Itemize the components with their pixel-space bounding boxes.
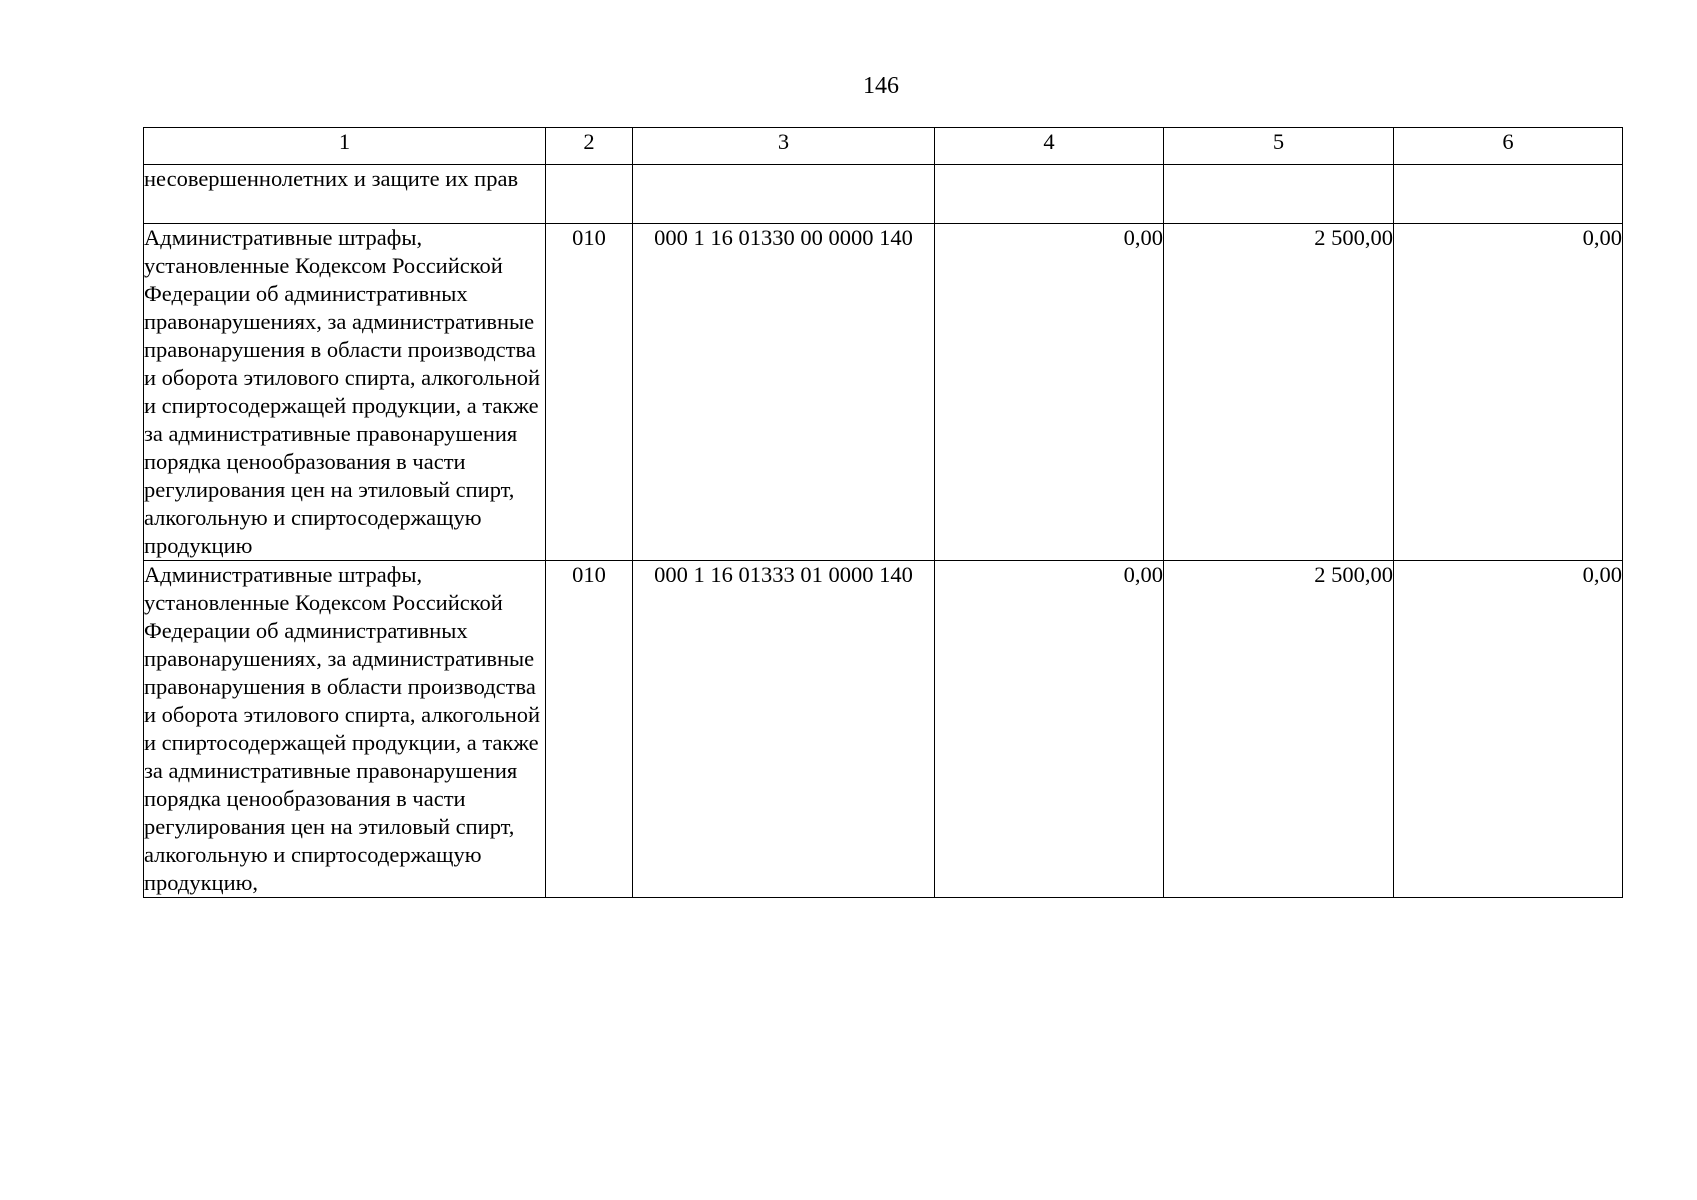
revenue-table <box>143 127 1623 898</box>
table-row <box>144 561 1623 898</box>
row-description: Административные штрафы, установленные Кодексом Российской Федерации об административных правонарушениях, за административные правонарушения в области производства и оборота этилового спирта, алкогольной и спиртосодержащей продукции, а также за административные правонарушения порядка ценообразования в части регулирования цен на этиловый спирт, алкогольную и спиртосодержащую продукцию, <box>144 561 546 898</box>
row-value-5: 2 500,00 <box>1164 224 1394 561</box>
row-code-3 <box>633 165 935 224</box>
row-code-3: 000 1 16 01330 00 0000 140 <box>633 224 935 561</box>
column-header-2: 2 <box>546 128 633 165</box>
column-header-3: 3 <box>633 128 935 165</box>
row-code-2 <box>546 165 633 224</box>
row-code-2: 010 <box>546 561 633 898</box>
row-value-4: 0,00 <box>935 224 1164 561</box>
page-number: 146 <box>863 73 899 99</box>
row-code-3: 000 1 16 01333 01 0000 140 <box>633 561 935 898</box>
row-value-5 <box>1164 165 1394 224</box>
column-header-4: 4 <box>935 128 1164 165</box>
column-header-6: 6 <box>1394 128 1623 165</box>
row-value-4: 0,00 <box>935 561 1164 898</box>
row-description: Административные штрафы, установленные Кодексом Российской Федерации об административных правонарушениях, за административные правонарушения в области производства и оборота этилового спирта, алкогольной и спиртосодержащей продукции, а также за административные правонарушения порядка ценообразования в части регулирования цен на этиловый спирт, алкогольную и спиртосодержащую продукцию <box>144 224 546 561</box>
row-code-2: 010 <box>546 224 633 561</box>
row-value-6: 0,00 <box>1394 561 1623 898</box>
column-header-5: 5 <box>1164 128 1394 165</box>
column-header-1: 1 <box>144 128 546 165</box>
row-description: несовершеннолетних и защите их прав <box>144 165 546 224</box>
row-value-6 <box>1394 165 1623 224</box>
table-row-continuation <box>144 165 1623 224</box>
table-row <box>144 224 1623 561</box>
row-value-5: 2 500,00 <box>1164 561 1394 898</box>
header-row <box>144 128 1623 165</box>
row-value-6: 0,00 <box>1394 224 1623 561</box>
row-value-4 <box>935 165 1164 224</box>
